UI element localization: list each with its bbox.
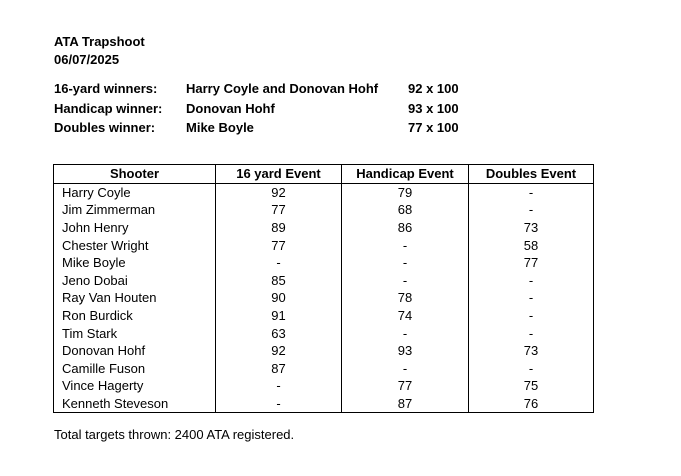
table-row [54,289,594,307]
score-handicap: 78 [342,289,469,307]
table-row [54,272,594,290]
table-row [54,342,594,360]
shooter-name: Donovan Hohf [54,342,216,360]
score-handicap: - [342,324,469,342]
total-targets-note: Total targets thrown: 2400 ATA registered. [54,427,295,442]
table-row [54,254,594,272]
score-doubles: 73 [469,342,594,360]
shooter-name: Jim Zimmerman [54,201,216,219]
winner-name: Mike Boyle [186,120,254,135]
score-doubles: - [469,272,594,290]
score-doubles: 75 [469,377,594,395]
table-row [54,395,594,413]
score-16-yard: 77 [216,201,342,219]
column-header-16-yard: 16 yard Event [216,165,342,184]
score-16-yard: - [216,395,342,413]
score-16-yard: 77 [216,236,342,254]
score-doubles: 58 [469,236,594,254]
score-16-yard: 87 [216,360,342,378]
column-header-handicap: Handicap Event [342,165,469,184]
score-doubles: - [469,201,594,219]
shooter-name: John Henry [54,219,216,237]
score-handicap: 74 [342,307,469,325]
score-16-yard: 90 [216,289,342,307]
score-16-yard: 92 [216,342,342,360]
score-16-yard: 91 [216,307,342,325]
score-16-yard: - [216,377,342,395]
score-doubles: 76 [469,395,594,413]
winner-score: 93 x 100 [408,100,459,116]
table-row [54,307,594,325]
column-header-doubles: Doubles Event [469,165,594,184]
table-row [54,201,594,219]
score-16-yard: 85 [216,272,342,290]
shooter-name: Ron Burdick [54,307,216,325]
table-header-row [54,165,594,184]
table-row [54,219,594,237]
score-handicap: 79 [342,183,469,201]
table-row [54,377,594,395]
score-16-yard: 89 [216,219,342,237]
column-header-shooter: Shooter [54,165,216,184]
score-doubles: - [469,183,594,201]
table-row [54,183,594,201]
score-handicap: 93 [342,342,469,360]
score-handicap: - [342,236,469,254]
shooter-name: Ray Van Houten [54,289,216,307]
shooter-name: Chester Wright [54,236,216,254]
winner-score: 77 x 100 [408,120,459,135]
shooter-name: Mike Boyle [54,254,216,272]
document-header [54,33,145,69]
shooter-name: Vince Hagerty [54,377,216,395]
table-row [54,236,594,254]
score-handicap: - [342,254,469,272]
score-handicap: 86 [342,219,469,237]
table-row [54,360,594,378]
score-16-yard: 63 [216,324,342,342]
table-row [54,324,594,342]
winner-label: 16-yard winners: [54,81,158,96]
score-doubles: - [469,289,594,307]
event-date: 06/07/2025 [54,52,120,67]
shooter-name: Jeno Dobai [54,272,216,290]
score-handicap: 68 [342,201,469,219]
winner-name: Harry Coyle and Donovan Hohf [186,81,379,96]
event-title: ATA Trapshoot [54,34,145,49]
shooter-name: Tim Stark [54,324,216,342]
score-handicap: 77 [342,377,469,395]
score-doubles: 77 [469,254,594,272]
winner-label: Doubles winner: [54,120,156,135]
winner-score: 92 x 100 [408,81,459,96]
winner-label: Handicap winner: [54,100,163,116]
score-doubles: - [469,307,594,325]
score-handicap: - [342,272,469,290]
shooter-name: Camille Fuson [54,360,216,378]
results-table [53,164,594,413]
score-handicap: 87 [342,395,469,413]
score-16-yard: 92 [216,183,342,201]
winner-name: Donovan Hohf [186,100,275,116]
shooter-name: Kenneth Steveson [54,395,216,413]
score-doubles: 73 [469,219,594,237]
score-doubles: - [469,360,594,378]
score-doubles: - [469,324,594,342]
score-handicap: - [342,360,469,378]
score-16-yard: - [216,254,342,272]
shooter-name: Harry Coyle [54,183,216,201]
